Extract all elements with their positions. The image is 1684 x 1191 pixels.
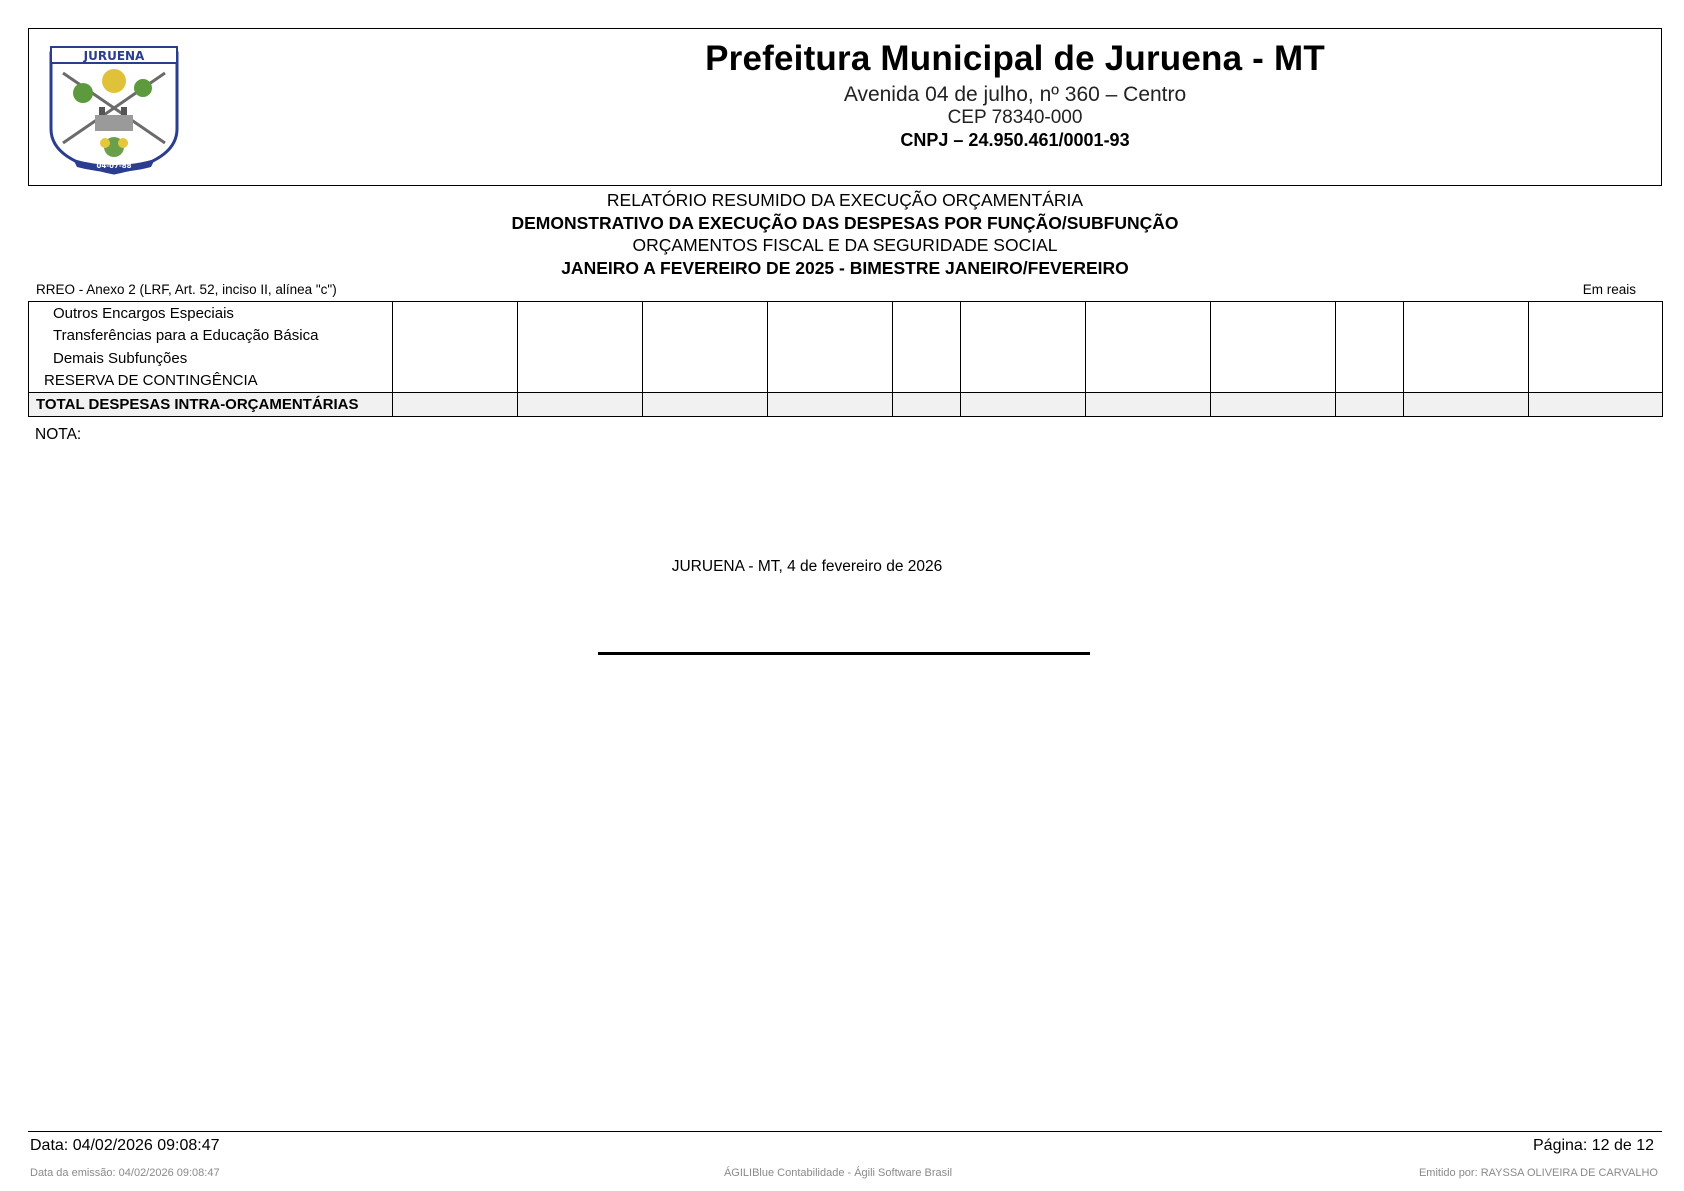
footer-divider — [28, 1131, 1662, 1132]
software-credit: ÁGILIBlue Contabilidade - Ágili Software Brasil — [723, 1167, 953, 1179]
nota-label: NOTA: — [35, 426, 82, 443]
page-number: Página: 12 de 12 — [1533, 1137, 1654, 1154]
issued-by: Emitido por: RAYSSA OLIVEIRA DE CARVALHO — [1418, 1167, 1658, 1179]
table-row — [29, 370, 1663, 393]
org-cep: CEP 78340-000 — [947, 107, 1083, 128]
total-label: TOTAL DESPESAS INTRA-ORÇAMENTÁRIAS — [29, 393, 393, 417]
row-label: RESERVA DE CONTINGÊNCIA — [29, 370, 393, 393]
table-row — [29, 302, 1663, 325]
expenses-table — [28, 301, 1663, 417]
report-period: JANEIRO A FEVEREIRO DE 2025 - BIMESTRE JANEIRO/FEVEREIRO — [561, 257, 1129, 278]
org-cnpj: CNPJ – 24.950.461/0001-93 — [900, 130, 1130, 150]
header-box — [28, 28, 1662, 186]
report-titles — [28, 189, 1662, 279]
svg-text:04-07-88: 04-07-88 — [96, 162, 132, 170]
annex-reference: RREO - Anexo 2 (LRF, Art. 52, inciso II, alínea "c") — [36, 282, 337, 297]
footer-date: Data: 04/02/2026 09:08:47 — [30, 1137, 220, 1154]
row-label: Outros Encargos Especiais — [29, 302, 393, 325]
report-title-1: RELATÓRIO RESUMIDO DA EXECUÇÃO ORÇAMENTÁRIA — [606, 190, 1084, 210]
row-label: Demais Subfunções — [29, 347, 393, 370]
place-date: JURUENA - MT, 4 de fevereiro de 2026 — [671, 558, 943, 575]
total-row — [29, 393, 1663, 417]
report-title-2: DEMONSTRATIVO DA EXECUÇÃO DAS DESPESAS POR FUNÇÃO/SUBFUNÇÃO — [511, 212, 1179, 233]
svg-text:JURUENA: JURUENA — [83, 49, 145, 63]
currency-unit: Em reais — [1582, 282, 1636, 297]
table-row — [29, 347, 1663, 370]
report-title-3: ORÇAMENTOS FISCAL E DA SEGURIDADE SOCIAL — [632, 235, 1058, 255]
signature-line — [598, 652, 1090, 655]
row-label: Transferências para a Educação Básica — [29, 325, 393, 348]
municipal-crest-logo — [43, 43, 185, 177]
org-address: Avenida 04 de julho, nº 360 – Centro — [843, 83, 1187, 106]
emission-date: Data da emissão: 04/02/2026 09:08:47 — [30, 1167, 220, 1179]
org-name: Prefeitura Municipal de Juruena - MT — [705, 39, 1325, 78]
header-text — [209, 37, 1661, 151]
table-row — [29, 325, 1663, 348]
